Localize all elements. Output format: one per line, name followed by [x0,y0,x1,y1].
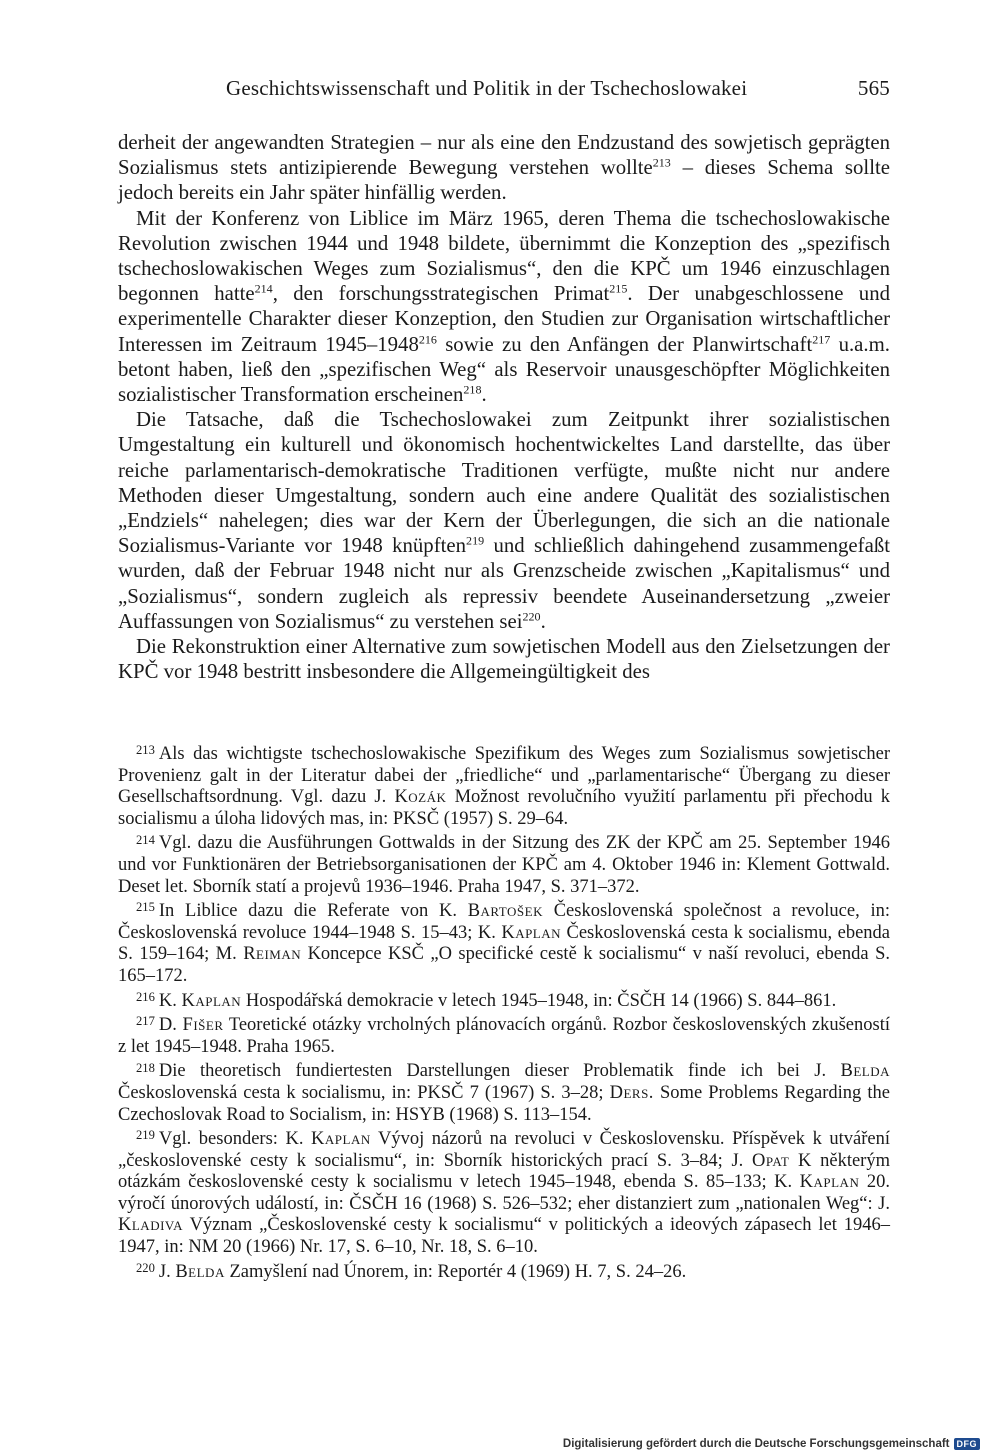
footnote [118,1015,890,1058]
footnote [118,1262,890,1284]
footnote-ref: 220 [522,609,541,624]
text-run: und schließlich dahingehend zusammengefaßt wurden, daß der Februar 1948 nicht nur als Grenzscheide zwischen „Kapitalismus“ und „Sozialismus“, sondern zugleich als repressiv beendete Auseinandersetzung „zweier Auffassungen von Sozialismus“ zu verstehen sei [118,534,890,633]
footnote-ref: 217 [812,332,831,347]
text-run: . [540,609,546,633]
footnote-ref: 219 [466,533,485,548]
author-name: Belda [840,1061,890,1082]
text-run: 20. výročí únorových událostí, in: ČSČH 16 (1968) S. 526–532; eher distanziert zum „nationalen Weg“: J. [118,1172,890,1214]
text-run: Možnost revolučního využití parlamentu při přechodu k socialismu a úloha lidových mas, in: PKSČ (1957) S. 29–64. [118,787,891,829]
author-name: Bartošek [467,901,543,922]
author-name: Kaplan [311,1129,371,1150]
footnote-number: 217 [136,1014,155,1029]
text-run: In Liblice dazu die Referate von K. [158,901,468,922]
text-run: Some Problems Regarding the Czechoslovak Road to Socialism, in: HSYB (1968) S. 113–154. [118,1082,890,1125]
footnote [118,991,890,1013]
text-run: D. [158,1015,183,1036]
text-run: Československá cesta k socialismu, ebenda S. 159–164; M. [118,922,891,965]
author-name: Belda [175,1261,225,1282]
text-run: Zamyšlení nad Únorem, in: Reportér 4 (1969) H. 7, S. 24–26. [224,1261,687,1282]
text-run: Mit der Konferenz von Liblice im März 1965, deren Thema die tschechoslowakische Revolution zwischen 1944 und 1948 bildete, übernimmt die Konzeption des „spezifisch tschechoslowakischen Weges zum Sozialismus“, den die KPČ um 1946 einzuschlagen begonnen hatte [118,206,890,306]
text-run: Koncepce KSČ „O specifické cestě k socialismu“ v naší revoluci, ebenda S. 165–172. [118,944,890,986]
text-run: , den forschungsstrategischen Primat [272,282,610,306]
paragraph [118,407,890,634]
text-run: Teoretické otázky vrcholných plánovacích orgánů. Rozbor československých zkušeností z let 1945–1948. Praha 1965. [118,1015,890,1057]
text-run: derheit der angewandten Strategien – nur als eine den Endzustand des sowjetisch geprägten Sozialismus stets antizipierende Bewegung verstehen wollte [118,131,890,180]
footnote-number: 220 [136,1260,155,1275]
text-run: . Der unabgeschlossene und experimentelle Charakter dieser Konzeption, den Studien zur Organisation wirtschaftlicher Interessen im Zeitraum 1945–1948 [118,282,890,356]
footnote-number: 215 [136,900,155,915]
text-run: J. [158,1261,176,1282]
footnote-number: 216 [136,989,155,1004]
footnote-ref: 213 [652,155,671,170]
text-run: Als das wichtigste tschechoslowakische Spezifikum des Weges zum Sozialismus sowjetischer Provenienz galt in der Literatur dabei der „friedliche“ und „parlamentarische“ Übergang zu dieser Gesellschaftsordnung. Vgl. dazu J. [118,744,890,808]
text-run: Die Rekonstruktion einer Alternative zum sowjetischen Modell aus den Zielsetzungen der KPČ vor 1948 bestritt insbesondere die Allgemeingültigkeit des [118,635,890,684]
dfg-logo: DFG [954,1438,981,1450]
footnote-number: 218 [136,1060,155,1075]
author-name: Reiman [243,944,302,965]
author-name: Ders. [609,1082,654,1103]
text-run: K. [158,990,182,1011]
running-title: Geschichtswissenschaft und Politik in der Tschechoslowakei [226,76,748,100]
text-run: u.a.m. betont haben, ließ den „spezifischen Weg“ als Reservoir unausgeschöpfter Möglichkeiten sozialistischer Transformation erscheinen [118,332,890,407]
text-run: Die theoretisch fundiertesten Darstellungen dieser Problematik finde ich bei J. [158,1061,841,1082]
footnote-ref: 214 [254,281,273,296]
author-name: Kozák [394,787,447,808]
text-run: Československá společnost a revoluce, in: Československá revoluce 1944–1948 S. 15–43; K. [118,901,890,943]
footnote-ref: 215 [609,281,628,296]
body-text [118,130,890,684]
text-run: K některým otázkám československé cesty k socialismu v letech 1945–1948, ebenda S. 85–133; K. [118,1150,890,1193]
footnotes [118,744,890,1286]
footnote [118,901,890,987]
author-name: Kaplan [799,1172,860,1193]
text-run: Hospodářská demokracie v letech 1945–1948, in: ČSČH 14 (1966) S. 844–861. [241,990,837,1011]
text-run: Vývoj názorů na revoluci v Československu. Příspěvek k utváření „československé cesty k socialismu“, in: Sborník historických prací S. 3–84; J. [118,1129,890,1171]
text-run: Die Tatsache, daß die Tschechoslowakei zum Zeitpunkt ihrer sozialistischen Umgestaltung ein kulturell und ökonomisch hochentwickeltes Land darstellte, das über reiche parlamentarisch-demokratische Traditionen verfügte, mußte nicht nur andere Methoden dieser Umgestaltung, sondern auch eine andere Qualität des sozialistischen „Endziels“ nahelegen; dies war der Kern der Überlegungen, die sich an die nationale Sozialismus-Variante vor 1948 knüpften [118,408,890,558]
footnote [118,1129,890,1259]
author-name: Kaplan [181,990,242,1011]
paragraph [118,206,890,408]
footnote [118,1061,890,1126]
paragraph [118,634,890,684]
running-header [118,76,890,101]
text-run: Vgl. dazu die Ausführungen Gottwalds in der Sitzung des ZK der KPČ am 25. September 1946 und vor Funktionären der Betriebsorganisationen der KPČ am 4. Oktober 1946 in: Klement Gottwald. Deset let. Sborník statí a projevů 1936–1946. Praha 1947, S. 371–372. [118,833,890,897]
digitization-credit [563,1438,980,1450]
author-name: Opat [752,1150,790,1171]
text-run: . [481,383,487,407]
footnote-ref: 216 [418,332,437,347]
author-name: Kladiva [118,1215,184,1236]
footnote [118,833,890,898]
footnote [118,744,890,830]
author-name: Fišer [182,1015,224,1036]
author-name: Kaplan [501,922,562,943]
page-number: 565 [857,76,890,100]
footnote-ref: 218 [463,382,482,397]
digitization-note: Digitalisierung gefördert durch die Deutsche Forschungsgemeinschaft [562,1438,950,1450]
text-run: sowie zu den Anfängen der Planwirtschaft [436,332,813,356]
text-run: Vgl. besonders: K. [158,1129,312,1150]
text-run: Československá cesta k socialismu, in: PKSČ 7 (1967) S. 3–28; [118,1082,610,1103]
text-run: – dieses Schema sollte jedoch bereits ein Jahr später hinfällig werden. [118,156,890,205]
paragraph [118,130,890,206]
text-run: Význam „Československé cesty k socialismu“ v politických a ideových zápasech let 1946–1947, in: NM 20 (1966) Nr. 17, S. 6–10, Nr. 18, S. 6–10. [118,1215,890,1258]
footnote-number: 219 [136,1128,155,1143]
footnote-number: 213 [136,743,155,758]
footnote-number: 214 [136,832,155,847]
